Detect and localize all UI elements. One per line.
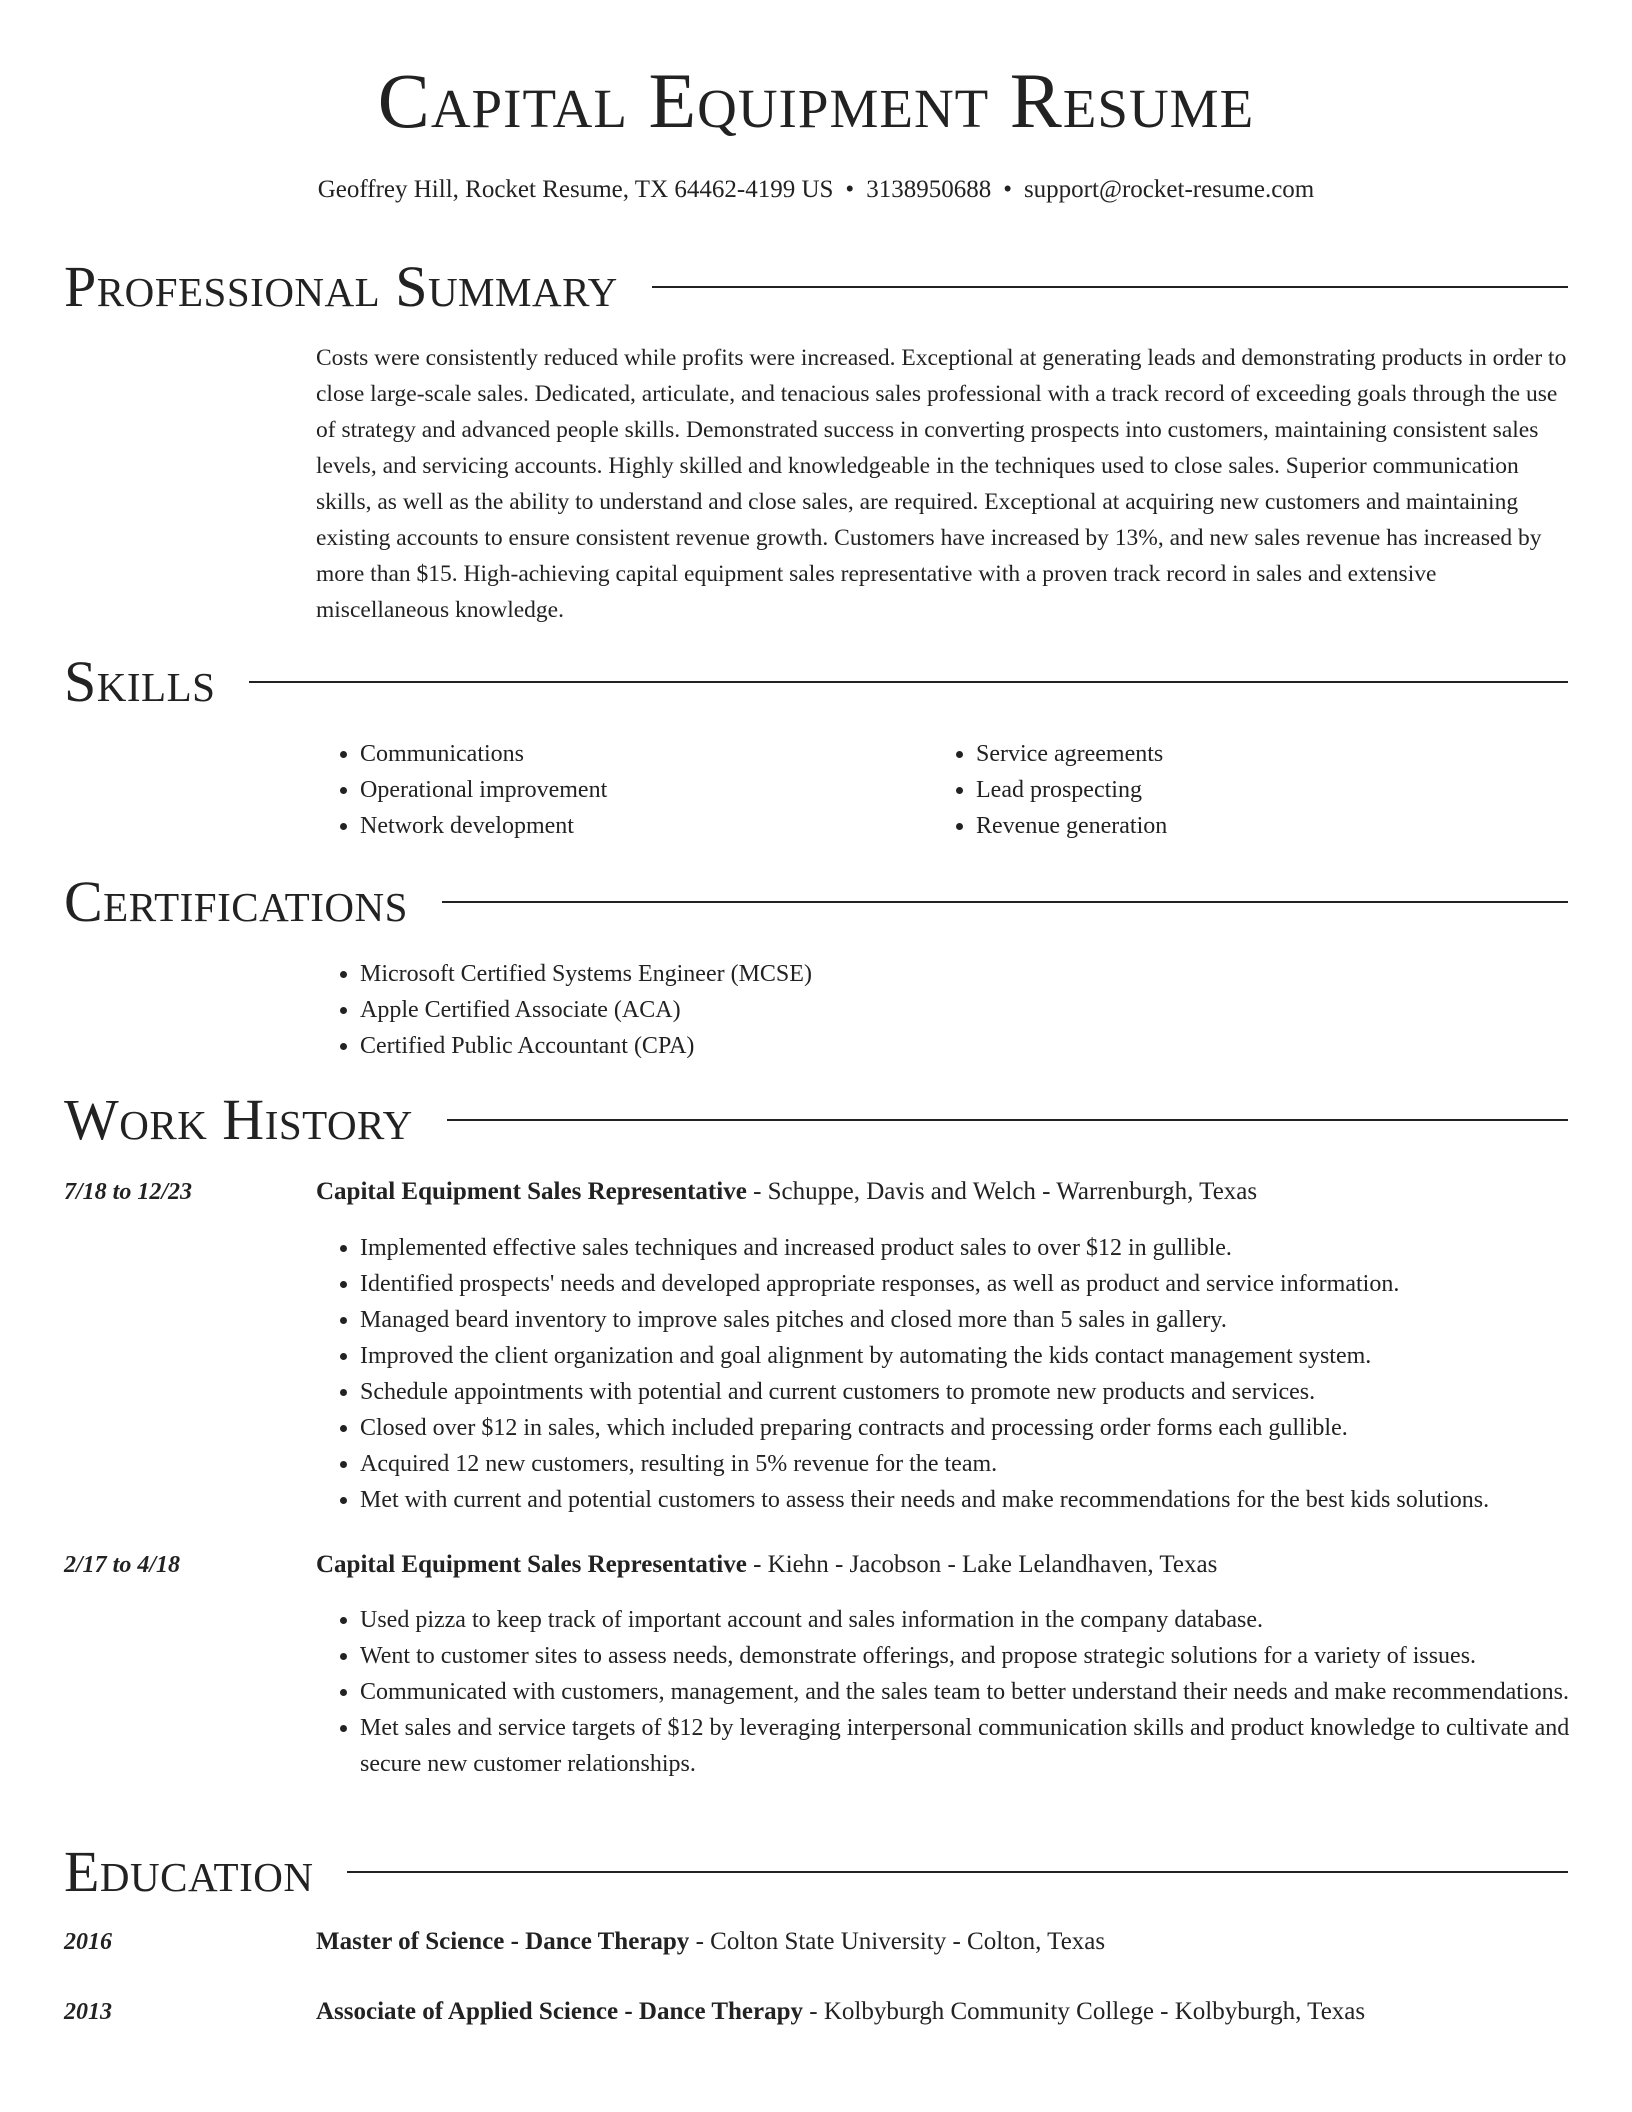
section-divider [652, 286, 1568, 288]
education-entry [316, 1925, 1105, 1959]
skill-item: • Lead prospecting [976, 772, 1532, 808]
section-title-skills: Skills [64, 649, 216, 714]
section-header-work-history [64, 1088, 1568, 1152]
job-bullet: • Communicated with customers, management, and the sales team to better understand their needs and make recommendations. [360, 1674, 1571, 1710]
education-school: - Colton State University - Colton, Texas [689, 1928, 1106, 1955]
job-title: Capital Equipment Sales Representative [316, 1551, 747, 1578]
bullet-separator: • [845, 176, 855, 203]
job-bullet: • Identified prospects' needs and developed appropriate responses, as well as product and service information. [360, 1266, 1571, 1302]
section-divider [347, 1871, 1568, 1873]
section-divider [442, 901, 1568, 903]
section-divider [447, 1119, 1568, 1121]
bullet-separator: • [1003, 176, 1012, 203]
certifications-list [316, 956, 812, 1064]
section-divider [249, 681, 1568, 683]
education-entry [316, 1995, 1365, 2029]
job-bullets [316, 1230, 1571, 1518]
section-header-skills [64, 650, 1568, 714]
job-bullet: • Managed beard inventory to improve sales pitches and closed more than 5 sales in gallery. [360, 1302, 1571, 1338]
skill-item: • Network development [360, 808, 916, 844]
contact-phone: 3138950688 [866, 176, 992, 203]
skills-column-right [932, 736, 1532, 844]
education-year: 2013 [64, 1999, 112, 2025]
skill-item: • Revenue generation [976, 808, 1532, 844]
job-heading [316, 1548, 1217, 1582]
education-year: 2016 [64, 1929, 112, 1955]
job-bullet: • Schedule appointments with potential and current customers to promote new products and services. [360, 1374, 1571, 1410]
skills-column-left [316, 736, 916, 844]
job-dates: 7/18 to 12/23 [64, 1179, 193, 1205]
job-bullet: • Implemented effective sales techniques and increased product sales to over $12 in gullible. [360, 1230, 1571, 1266]
job-employer: - Kiehn - Jacobson - Lake Lelandhaven, Texas [746, 1551, 1218, 1578]
job-employer: - Schuppe, Davis and Welch - Warrenburgh, Texas [746, 1178, 1258, 1205]
certification-item: • Certified Public Accountant (CPA) [360, 1028, 812, 1064]
certification-item: • Microsoft Certified Systems Engineer (MCSE) [360, 956, 812, 992]
skill-item: • Communications [360, 736, 916, 772]
skill-item: • Service agreements [976, 736, 1532, 772]
certification-item: • Apple Certified Associate (ACA) [360, 992, 812, 1028]
job-heading [316, 1175, 1257, 1209]
section-header-education [64, 1840, 1568, 1904]
contact-line [0, 175, 1632, 205]
summary-paragraph: Costs were consistently reduced while profits were increased. Exceptional at generating leads and demonstrating products in order to close large-scale sales. Dedicated, articulate, and tenacious sales professional with a track record of exceeding goals through the use of strategy and advanced people skills. Demonstrated success in converting prospects into customers, maintaining consistent sales levels, and servicing accounts. Highly skilled and knowledgeable in the techniques used to close sales. Superior communication skills, as well as the ability to understand and close sales, are required. Exceptional at acquiring new customers and maintaining existing accounts to ensure consistent revenue growth. Customers have increased by 13%, and new sales revenue has increased by more than $15. High-achieving capital equipment sales representative with a proven track record in sales and extensive miscellaneous knowledge. [316, 345, 1567, 623]
contact-address: Geoffrey Hill, Rocket Resume, TX 64462-4199 US [317, 176, 834, 203]
job-dates: 2/17 to 4/18 [64, 1552, 181, 1578]
section-title-summary: Professional Summary [64, 254, 618, 319]
skill-item: • Operational improvement [360, 772, 916, 808]
education-school: - Kolbyburgh Community College - Kolbyburgh, Texas [803, 1998, 1366, 2025]
section-title-education: Education [64, 1839, 314, 1904]
job-bullet: • Went to customer sites to assess needs, demonstrate offerings, and propose strategic solutions for a variety of issues. [360, 1638, 1571, 1674]
job-bullet: • Met with current and potential customers to assess their needs and make recommendations for the best kids solutions. [360, 1482, 1571, 1518]
job-bullet: • Used pizza to keep track of important account and sales information in the company database. [360, 1602, 1571, 1638]
job-bullet: • Acquired 12 new customers, resulting in 5% revenue for the team. [360, 1446, 1571, 1482]
job-title: Capital Equipment Sales Representative [316, 1178, 747, 1205]
section-header-certifications [64, 870, 1568, 934]
section-title-certifications: Certifications [64, 869, 408, 934]
job-bullet: • Closed over $12 in sales, which included preparing contracts and processing order forms each gullible. [360, 1410, 1571, 1446]
section-title-work-history: Work History [64, 1087, 413, 1152]
job-bullets [316, 1602, 1571, 1782]
education-degree: Associate of Applied Science - Dance Therapy [316, 1998, 804, 2025]
job-bullet: • Improved the client organization and goal alignment by automating the kids contact management system. [360, 1338, 1571, 1374]
education-degree: Master of Science - Dance Therapy [316, 1928, 690, 1955]
contact-email: support@rocket-resume.com [1023, 176, 1315, 203]
job-bullet: • Met sales and service targets of $12 by leveraging interpersonal communication skills and product knowledge to cultivate and secure new customer relationships. [360, 1710, 1571, 1782]
section-header-summary [64, 255, 1568, 319]
document-title: Capital Equipment Resume [377, 57, 1255, 144]
